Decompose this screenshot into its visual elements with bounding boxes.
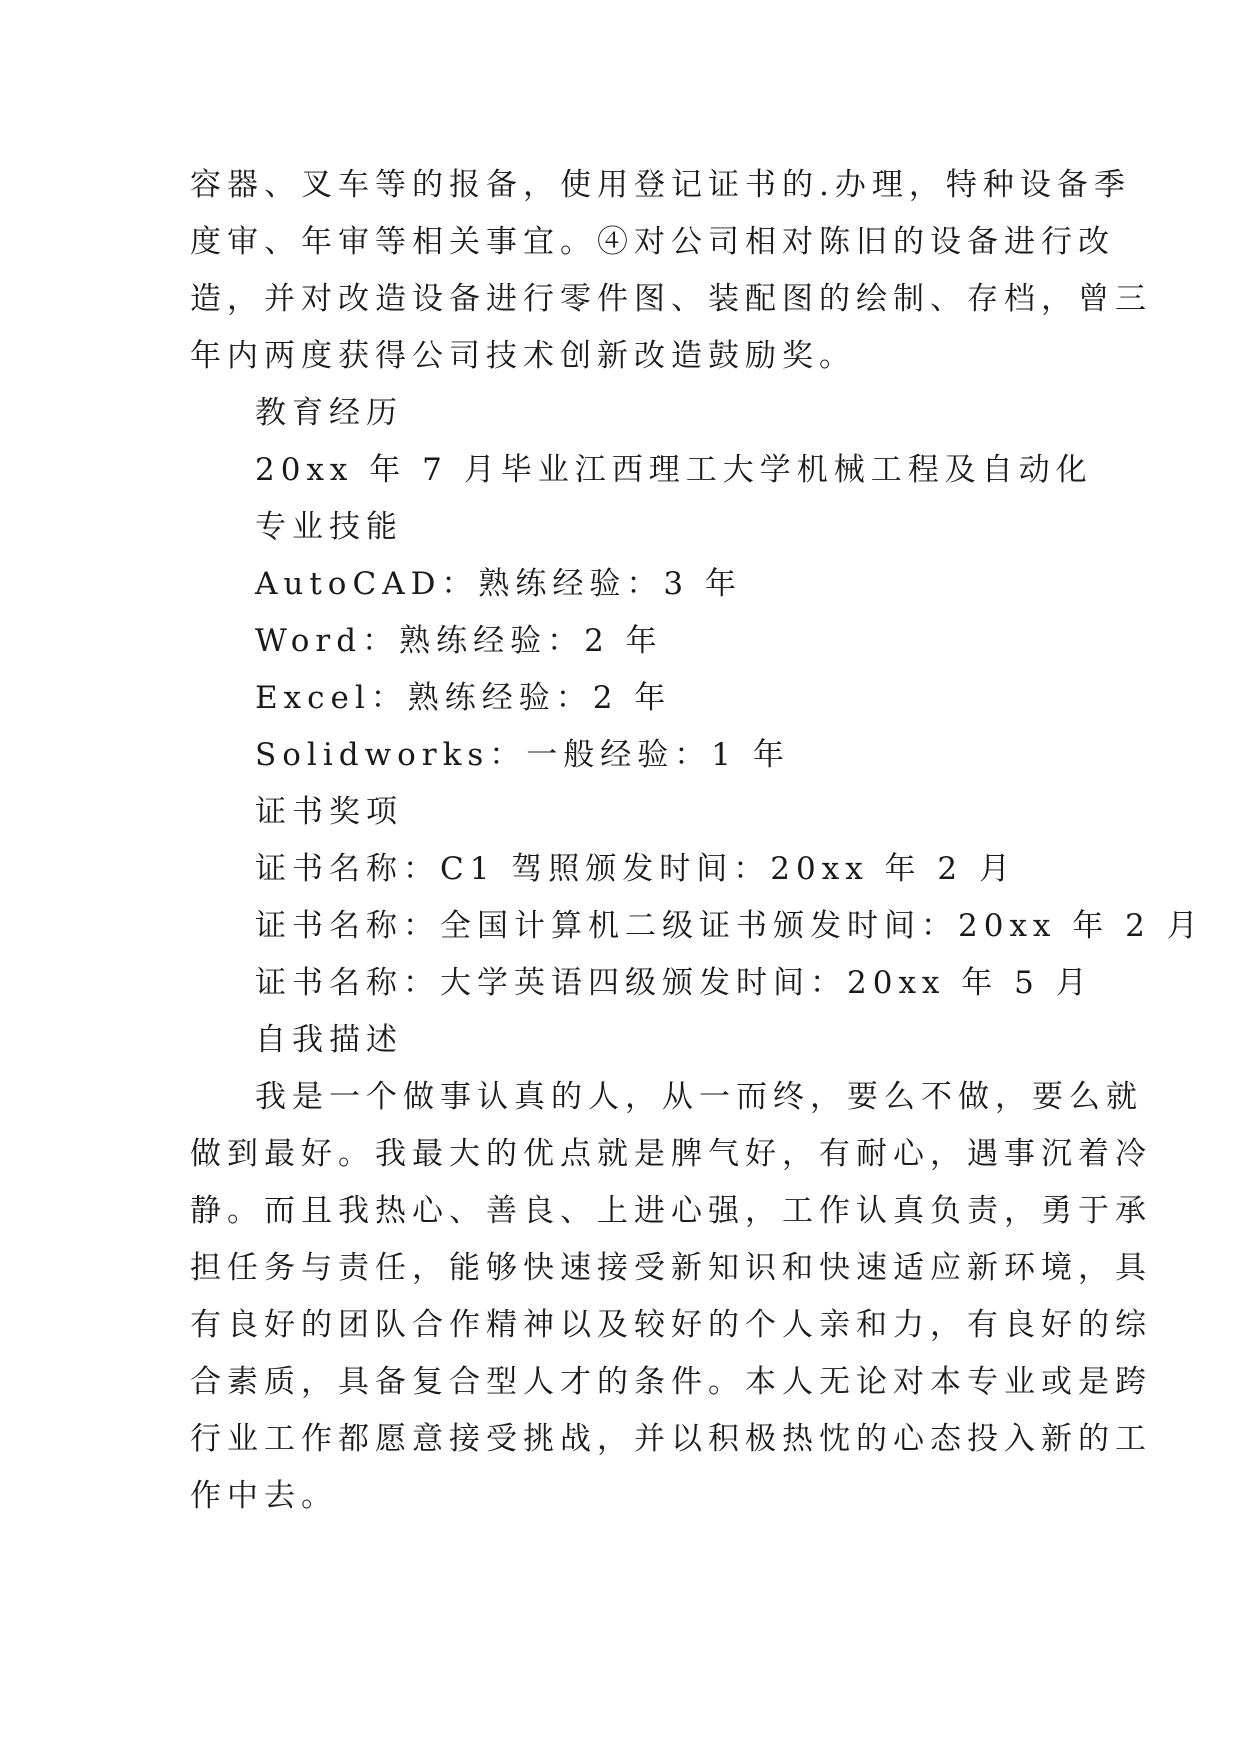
intro-line: 度审、年审等相关事宜。④对公司相对陈旧的设备进行改 — [190, 224, 1115, 260]
certificate-item: 证书名称：大学英语四级颁发时间：20xx 年 5 月 — [255, 965, 1093, 1001]
skill-item: Solidworks：一般经验：1 年 — [255, 737, 790, 773]
skill-item: Word：熟练经验：2 年 — [255, 623, 663, 659]
self-description-line: 作中去。 — [190, 1478, 338, 1514]
skill-item: Excel：熟练经验：2 年 — [255, 680, 672, 716]
self-description-line: 做到最好。我最大的优点就是脾气好，有耐心，遇事沉着冷 — [190, 1136, 1152, 1172]
self-description-line: 静。而且我热心、善良、上进心强，工作认真负责，勇于承 — [190, 1193, 1152, 1229]
certificate-item: 证书名称：全国计算机二级证书颁发时间：20xx 年 2 月 — [255, 908, 1204, 944]
education-heading: 教育经历 — [255, 395, 403, 431]
education-entry: 20xx 年 7 月毕业江西理工大学机械工程及自动化 — [255, 452, 1093, 488]
self-description-line: 有良好的团队合作精神以及较好的个人亲和力，有良好的综 — [190, 1307, 1152, 1343]
self-description-heading: 自我描述 — [255, 1022, 403, 1058]
self-description-line: 担任务与责任，能够快速接受新知识和快速适应新环境，具 — [190, 1250, 1152, 1286]
self-description-line: 合素质，具备复合型人才的条件。本人无论对本专业或是跨 — [190, 1364, 1152, 1400]
intro-line: 容器、叉车等的报备，使用登记证书的.办理，特种设备季 — [190, 167, 1131, 203]
intro-line: 年内两度获得公司技术创新改造鼓励奖。 — [190, 338, 856, 374]
skills-heading: 专业技能 — [255, 509, 403, 545]
intro-line: 造，并对改造设备进行零件图、装配图的绘制、存档，曾三 — [190, 281, 1152, 317]
skill-item: AutoCAD：熟练经验：3 年 — [255, 566, 743, 602]
self-description-line: 行业工作都愿意接受挑战，并以积极热忱的心态投入新的工 — [190, 1421, 1152, 1457]
certificate-item: 证书名称：C1 驾照颁发时间：20xx 年 2 月 — [255, 851, 1016, 887]
self-description-line: 我是一个做事认真的人，从一而终，要么不做，要么就 — [255, 1079, 1143, 1115]
certificates-heading: 证书奖项 — [255, 794, 403, 830]
